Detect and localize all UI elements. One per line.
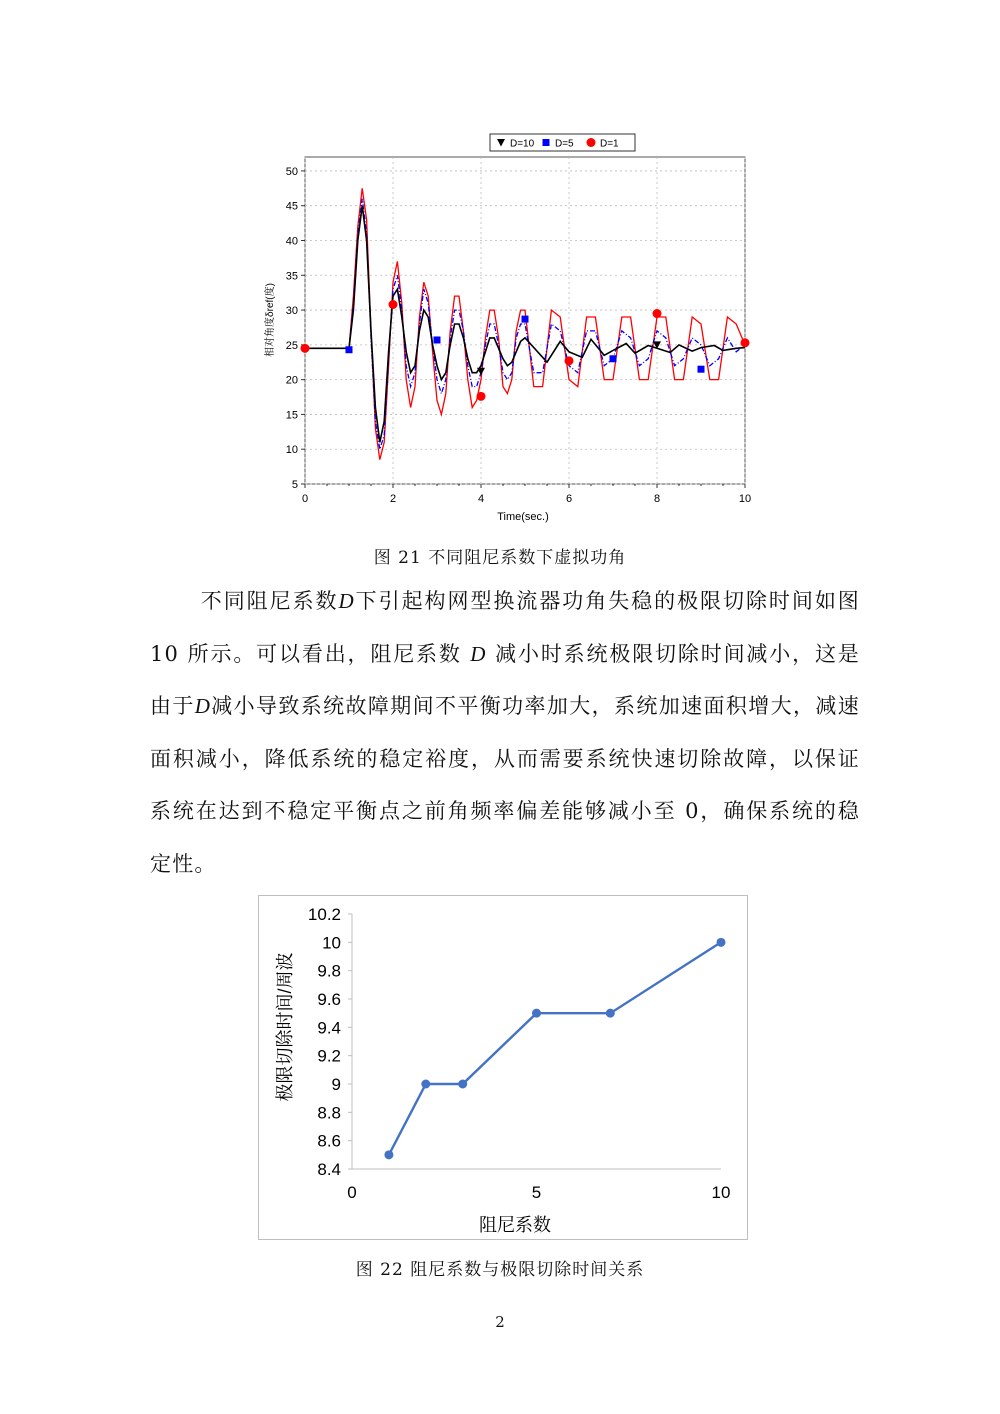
y-tick-label: 30	[285, 305, 298, 318]
data-point	[717, 938, 726, 947]
series-marker	[522, 316, 529, 323]
figure-21-caption: 图 21 不同阻尼系数下虚拟功角	[373, 548, 627, 568]
y-tick-label: 40	[285, 235, 298, 248]
y-tick-label: 35	[285, 270, 298, 283]
y-tick-label: 9.2	[317, 1046, 341, 1066]
series-marker	[741, 338, 750, 347]
series-marker	[346, 346, 353, 353]
x-tick-label: 8	[653, 493, 661, 505]
para-text-4: 减小导致系统故障期间不平衡功率加大，系统加速面积增大，减速面积减小，降低系统的稳定裕度，从而需要系统快速切除故障，以保证系统在达到不稳定平衡点之前角频率偏差能够减小至 0，确保系统的稳定性。	[150, 694, 860, 876]
series-marker	[301, 344, 310, 353]
series-marker	[698, 366, 705, 373]
series-marker	[434, 336, 441, 343]
x-tick-label: 5	[531, 1183, 542, 1202]
series-marker	[610, 355, 617, 362]
y-tick-label: 45	[285, 200, 298, 213]
legend-label: D=10	[510, 138, 535, 150]
page-number: 2	[495, 1313, 505, 1331]
y-tick-label: 8.8	[317, 1103, 341, 1123]
y-tick-label: 9.8	[317, 961, 341, 981]
x-tick-label: 10	[738, 493, 752, 505]
y-tick-label: 9	[331, 1075, 341, 1094]
y-tick-label: 9.6	[317, 990, 341, 1009]
y-tick-label: 25	[285, 339, 298, 352]
x-axis-label: 阻尼系数	[479, 1215, 551, 1235]
legend-marker	[587, 138, 596, 147]
x-tick-label: 0	[347, 1183, 357, 1202]
y-tick-label: 50	[285, 165, 298, 178]
figure-22-caption: 图 22 阻尼系数与极限切除时间关系	[355, 1260, 645, 1280]
series-marker	[565, 356, 574, 365]
para-text-2: 下引起构网型换流器功角失稳的极限切除时间如图 10 所示。可以看出，阻尼系数	[150, 589, 860, 666]
data-point	[421, 1080, 430, 1089]
data-point	[384, 1150, 393, 1159]
y-axis-label: 相对角度δref(度)	[265, 283, 276, 357]
para-text-3: 减小时系统极限切除时间减小，这是由于	[150, 641, 860, 718]
x-axis-label: Time(sec.)	[497, 511, 549, 523]
y-axis-label: 极限切除时间/周波	[275, 952, 295, 1102]
figure-22-chart	[258, 895, 748, 1240]
legend-box	[490, 134, 635, 151]
symbol-d-2: D	[470, 641, 487, 666]
series-marker	[477, 392, 486, 401]
symbol-d-1: D	[338, 589, 355, 613]
legend-label: D=1	[600, 138, 619, 150]
data-point	[458, 1080, 467, 1089]
x-tick-label: 0	[301, 493, 309, 505]
body-paragraph	[150, 575, 860, 890]
x-tick-label: 10	[711, 1183, 731, 1202]
y-tick-label: 5	[291, 479, 298, 491]
x-tick-label: 4	[477, 493, 485, 505]
legend-marker	[543, 139, 550, 146]
y-tick-label: 20	[285, 374, 298, 387]
legend-label: D=5	[555, 138, 574, 150]
y-tick-label: 10.2	[307, 905, 341, 924]
y-tick-label: 15	[285, 409, 298, 422]
series-marker	[653, 309, 662, 318]
y-tick-label: 8.6	[317, 1131, 341, 1151]
y-tick-label: 8.4	[317, 1160, 341, 1179]
data-point	[532, 1009, 541, 1018]
x-tick-label: 2	[389, 493, 397, 505]
y-tick-label: 10	[285, 444, 298, 457]
para-text-1: 不同阻尼系数	[200, 589, 339, 613]
x-tick-label: 6	[565, 493, 573, 505]
figure-21-chart	[255, 130, 755, 530]
y-tick-label: 10	[322, 933, 341, 953]
y-tick-label: 9.4	[317, 1018, 341, 1038]
series-marker	[389, 300, 398, 309]
symbol-d-3: D	[194, 694, 212, 718]
data-point	[606, 1009, 615, 1018]
